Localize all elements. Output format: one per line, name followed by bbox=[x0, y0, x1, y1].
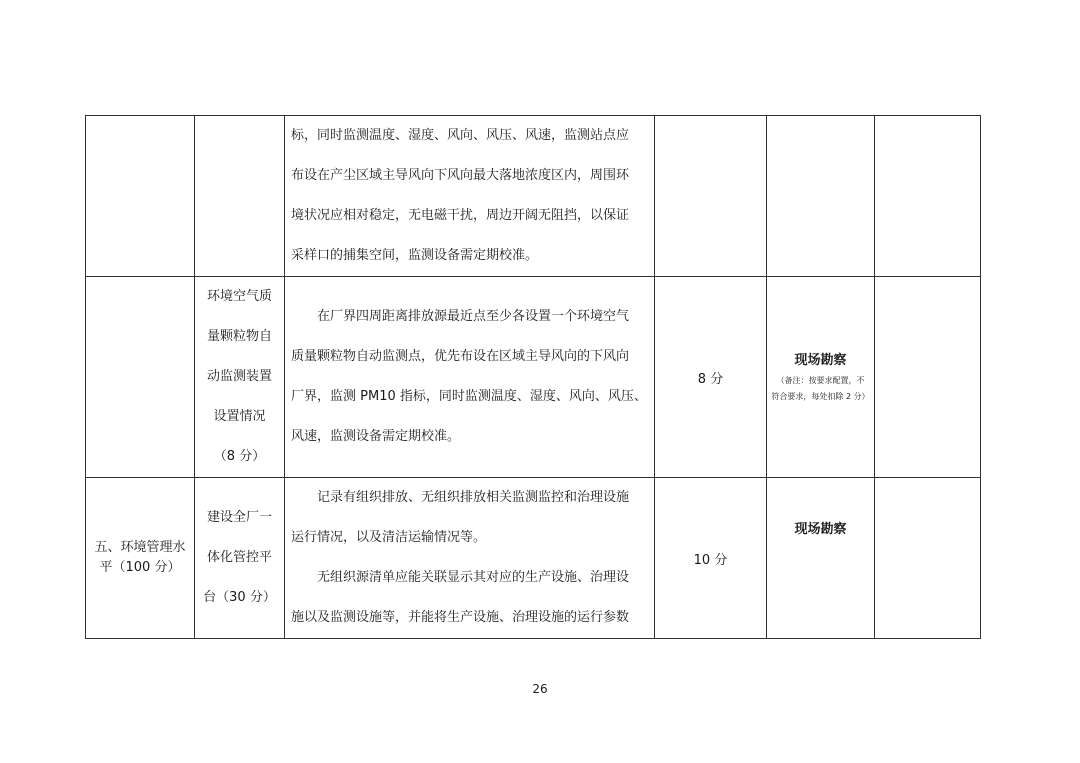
content-line: 质量颗粒物自动监测点，优先布设在区域主导风向的下风向 bbox=[291, 349, 630, 364]
item-text bbox=[195, 498, 284, 618]
item-line: 体化管控平 bbox=[206, 550, 272, 565]
score-value: 10 分 bbox=[693, 552, 728, 568]
score-cell bbox=[655, 277, 767, 478]
table-row bbox=[86, 277, 981, 478]
score-value: 8 分 bbox=[697, 371, 724, 387]
content-text bbox=[285, 297, 654, 457]
content-line: 运行情况，以及清洁运输情况等。 bbox=[291, 530, 487, 545]
method-label: 现场勘察 bbox=[794, 353, 847, 368]
content-line: 在厂界四周距离排放源最近点至少各设置一个环境空气 bbox=[317, 309, 630, 324]
content-line: 无组织源清单应能关联显示其对应的生产设施、治理设 bbox=[317, 570, 630, 585]
content-line: 采样口的捕集空间，监测设备需定期校准。 bbox=[291, 248, 539, 263]
content-cell bbox=[285, 116, 655, 277]
table-row bbox=[86, 478, 981, 639]
remark-cell bbox=[875, 277, 981, 478]
method-label: 现场勘察 bbox=[794, 522, 847, 537]
item-line: 动监测装置 bbox=[206, 369, 272, 384]
category-cell bbox=[86, 116, 195, 277]
content-line: 境状况应相对稳定，无电磁干扰，周边开阔无阻挡，以保证 bbox=[291, 208, 630, 223]
score-cell bbox=[655, 478, 767, 639]
note-line: （备注：按要求配置，不 bbox=[776, 376, 865, 385]
method-note bbox=[767, 373, 874, 405]
item-cell bbox=[195, 116, 285, 277]
item-line: 量颗粒物自 bbox=[206, 329, 272, 344]
method-cell bbox=[767, 116, 875, 277]
item-line: 台（30 分） bbox=[203, 590, 276, 605]
content-cell bbox=[285, 277, 655, 478]
content-line: 标，同时监测温度、湿度、风向、风压、风速，监测站点应 bbox=[291, 128, 630, 143]
content-line: 厂界，监测 PM10 指标，同时监测温度、湿度、风向、风压、 bbox=[291, 389, 647, 404]
item-line: （8 分） bbox=[213, 449, 266, 464]
table-row bbox=[86, 116, 981, 277]
evaluation-table bbox=[85, 115, 981, 639]
category-line: 五、环境管理水 bbox=[94, 540, 186, 555]
item-cell bbox=[195, 277, 285, 478]
content-text bbox=[285, 116, 654, 276]
content-line: 施以及监测设施等，并能将生产设施、治理设施的运行参数 bbox=[291, 610, 630, 625]
method-cell bbox=[767, 478, 875, 639]
content-line: 风速，监测设备需定期校准。 bbox=[291, 429, 461, 444]
note-line: 符合要求，每处扣除 2 分） bbox=[771, 392, 870, 401]
content-line: 记录有组织排放、无组织排放相关监测监控和治理设施 bbox=[317, 490, 630, 505]
category-text bbox=[86, 538, 194, 578]
content-line: 布设在产尘区域主导风向下风向最大落地浓度区内，周围环 bbox=[291, 168, 630, 183]
item-line: 设置情况 bbox=[213, 409, 266, 424]
remark-cell bbox=[875, 478, 981, 639]
content-cell bbox=[285, 478, 655, 639]
category-line: 平（100 分） bbox=[99, 560, 181, 575]
score-cell bbox=[655, 116, 767, 277]
category-cell bbox=[86, 478, 195, 639]
item-line: 建设全厂一 bbox=[206, 510, 272, 525]
item-text bbox=[195, 277, 284, 477]
item-cell bbox=[195, 478, 285, 639]
content-text bbox=[285, 478, 654, 638]
remark-cell bbox=[875, 116, 981, 277]
page-number: 26 bbox=[532, 682, 548, 696]
item-line: 环境空气质 bbox=[206, 289, 272, 304]
method-cell bbox=[767, 277, 875, 478]
category-cell bbox=[86, 277, 195, 478]
